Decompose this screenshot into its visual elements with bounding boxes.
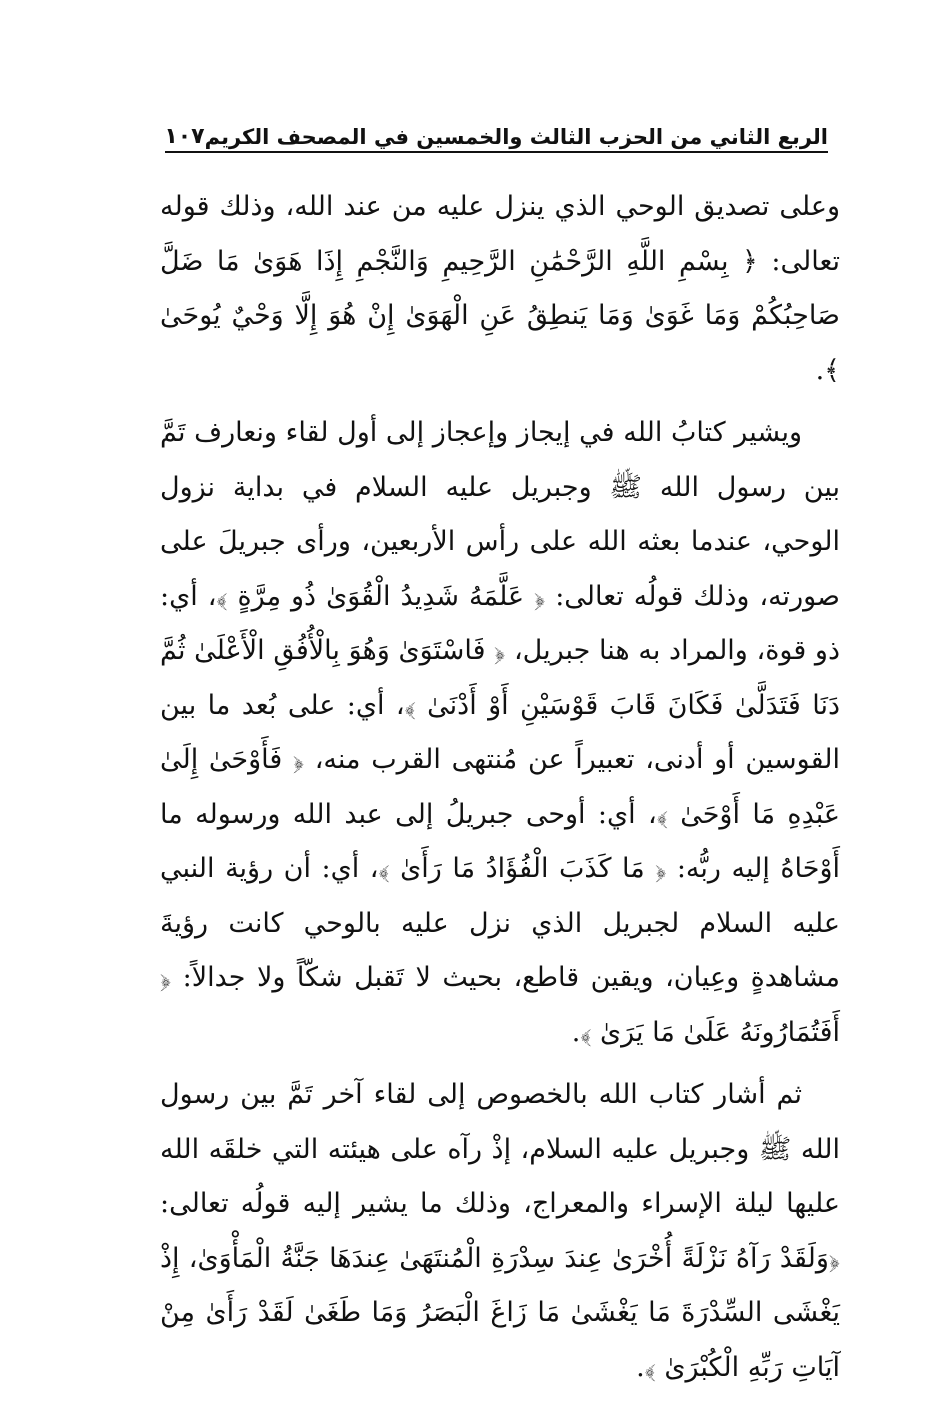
header-divider-rule — [165, 151, 828, 153]
paragraph-1: وعلى تصديق الوحي الذي ينزل عليه من عند الله، وذلك قوله تعالى: ﴿ بِسْمِ اللَّهِ الرَّحْمَٰنِ الرَّحِيمِ وَالنَّجْمِ إِذَا هَوَىٰ مَا ضَلَّ صَاحِبُكُمْ وَمَا غَوَىٰ وَمَا يَنطِقُ عَنِ الْهَوَىٰ إِنْ هُوَ إِلَّا وَحْيٌ يُوحَىٰ ﴾. — [160, 191, 840, 386]
paragraph-3: ثم أشار كتاب الله بالخصوص إلى لقاء آخر تَمَّ بين رسول الله ﷺ وجبريل عليه السلام، إذْ رآه على هيئته التي خلقَه الله عليها ليلة الإسراء والمعراج، وذلك ما يشير إليه قولُه تعالى: ﴿وَلَقَدْ رَآهُ نَزْلَةً أُخْرَىٰ عِندَ سِدْرَةِ الْمُنتَهَىٰ عِندَهَا جَنَّةُ الْمَأْوَىٰ، إِذْ يَغْشَى السِّدْرَةَ مَا يَغْشَىٰ مَا زَاغَ الْبَصَرُ وَمَا طَغَىٰ لَقَدْ رَأَىٰ مِنْ آيَاتِ رَبِّهِ الْكُبْرَىٰ ﴾. — [160, 1079, 840, 1383]
paragraph-2: ويشير كتابُ الله في إيجاز وإعجاز إلى أول لقاء ونعارف تَمَّ بين رسول الله ﷺ وجبريل عليه السلام في بداية نزول الوحي، عندما بعثه الله على رأس الأربعين، ورأى جبريلَ على صورته، وذلك قولُه تعالى: ﴿ عَلَّمَهُ شَدِيدُ الْقُوَىٰ ذُو مِرَّةٍ ﴾، أي: ذو قوة، والمراد به هنا جبريل، ﴿ فَاسْتَوَىٰ وَهُوَ بِالْأُفُقِ الْأَعْلَىٰ ثُمَّ دَنَا فَتَدَلَّىٰ فَكَانَ قَابَ قَوْسَيْنِ أَوْ أَدْنَىٰ ﴾، أي: على بُعد ما بين القوسين أو أدنى، تعبيراً عن مُنتهى القرب منه، ﴿ فَأَوْحَىٰ إِلَىٰ عَبْدِهِ مَا أَوْحَىٰ ﴾، أي: أوحى جبريلُ إلى عبد الله ورسوله ما أَوْحَاهُ إليه ربُّه: ﴿ مَا كَذَبَ الْفُؤَادُ مَا رَأَىٰ ﴾، أي: أن رؤية النبي عليه السلام لجبريل الذي نزل عليه بالوحي كانت رؤيةَ مشاهدةٍ وعِيان، ويقين قاطع، بحيث لا تَقبل شكّاً ولا جدالاً: ﴿ أَفَتُمَارُونَهُ عَلَىٰ مَا يَرَىٰ ﴾. — [160, 417, 840, 1048]
running-header — [165, 112, 828, 152]
running-header-title: الربع الثاني من الحزب الثالث والخمسين في المصحف الكريم — [204, 125, 828, 149]
page-number: ١٠٧ — [164, 124, 205, 149]
body-text — [160, 180, 840, 1395]
